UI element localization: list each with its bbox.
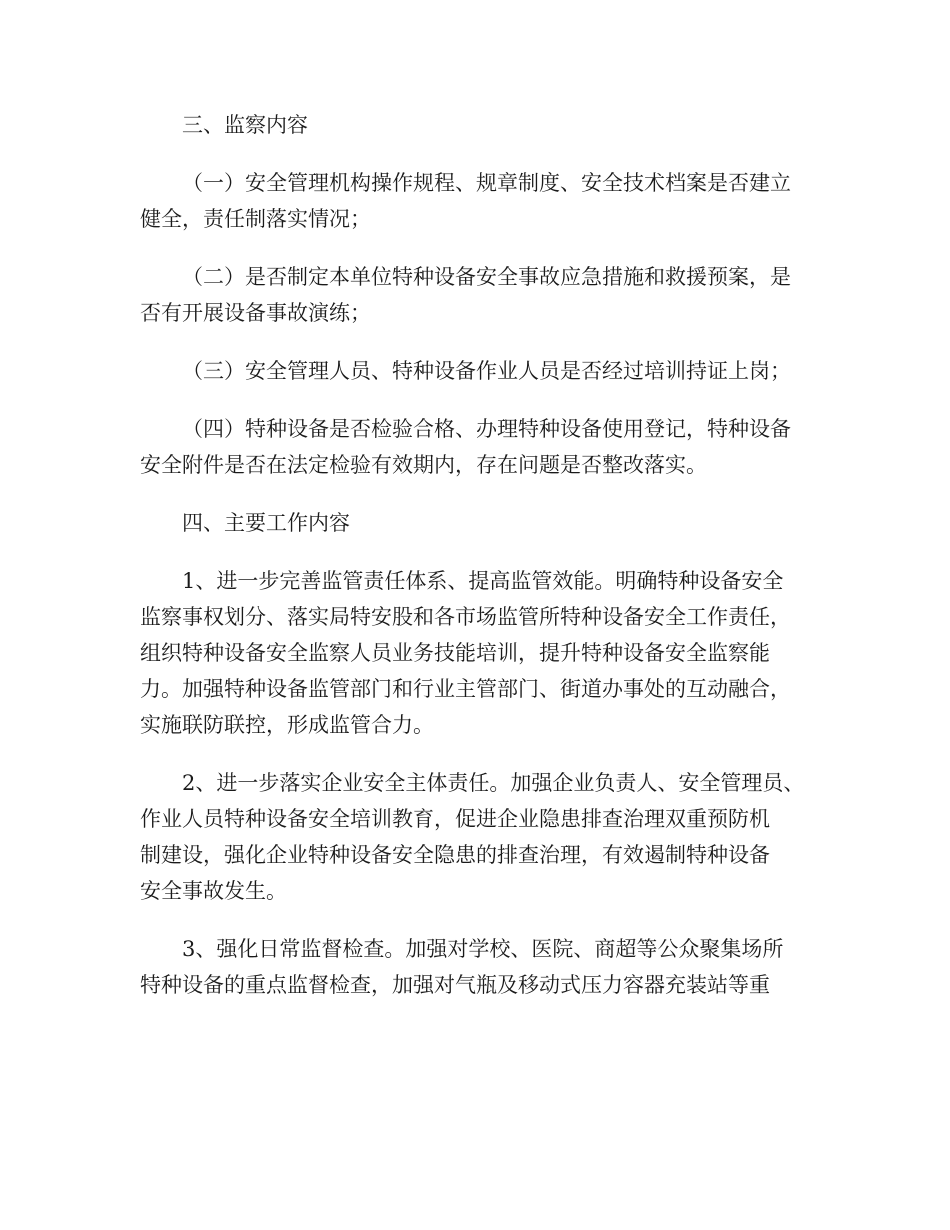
text-line: 3、强化日常监督检查。加强对学校、医院、商超等公众聚集场所 (182, 937, 784, 961)
paragraph-work-1 (140, 563, 812, 743)
text-line: 特种设备的重点监督检查，加强对气瓶及移动式压力容器充装站等重 (140, 973, 770, 997)
text-line: 2、进一步落实企业安全主体责任。加强企业负责人、安全管理员、 (182, 771, 805, 795)
text-line: 1、进一步完善监管责任体系、提高监管效能。明确特种设备安全 (182, 569, 784, 593)
paragraph-item-3 (140, 353, 812, 389)
text-line: （三）安全管理人员、特种设备作业人员是否经过培训持证上岗； (182, 359, 791, 383)
paragraph-item-2 (140, 259, 812, 331)
text-line: 力。加强特种设备监管部门和行业主管部门、街道办事处的互动融合， (140, 677, 791, 701)
text-line: 组织特种设备安全监察人员业务技能培训，提升特种设备安全监察能 (140, 641, 770, 665)
text-line: （四）特种设备是否检验合格、办理特种设备使用登记，特种设备 (182, 417, 791, 441)
text-line: 安全附件是否在法定检验有效期内，存在问题是否整改落实。 (140, 453, 707, 477)
document-body (140, 107, 812, 1025)
text-line: 制建设，强化企业特种设备安全隐患的排查治理，有效遏制特种设备 (140, 843, 770, 867)
text-line: 实施联防联控，形成监管合力。 (140, 713, 434, 737)
paragraph-work-2 (140, 765, 812, 909)
text-line: 监察事权划分、落实局特安股和各市场监管所特种设备安全工作责任， (140, 605, 791, 629)
paragraph-section-4-heading (140, 505, 812, 541)
text-line: 作业人员特种设备安全培训教育，促进企业隐患排查治理双重预防机 (140, 807, 770, 831)
text-line: 健全，责任制落实情况； (140, 207, 371, 231)
text-line: 四、主要工作内容 (182, 511, 350, 535)
text-line: 否有开展设备事故演练； (140, 301, 371, 325)
text-line: 安全事故发生。 (140, 879, 287, 903)
text-line: （二）是否制定本单位特种设备安全事故应急措施和救援预案，是 (182, 265, 791, 289)
text-line: （一）安全管理机构操作规程、规章制度、安全技术档案是否建立 (182, 171, 791, 195)
paragraph-item-4 (140, 411, 812, 483)
paragraph-work-3 (140, 931, 812, 1003)
text-line: 三、监察内容 (182, 113, 308, 137)
paragraph-section-3-heading (140, 107, 812, 143)
paragraph-item-1 (140, 165, 812, 237)
